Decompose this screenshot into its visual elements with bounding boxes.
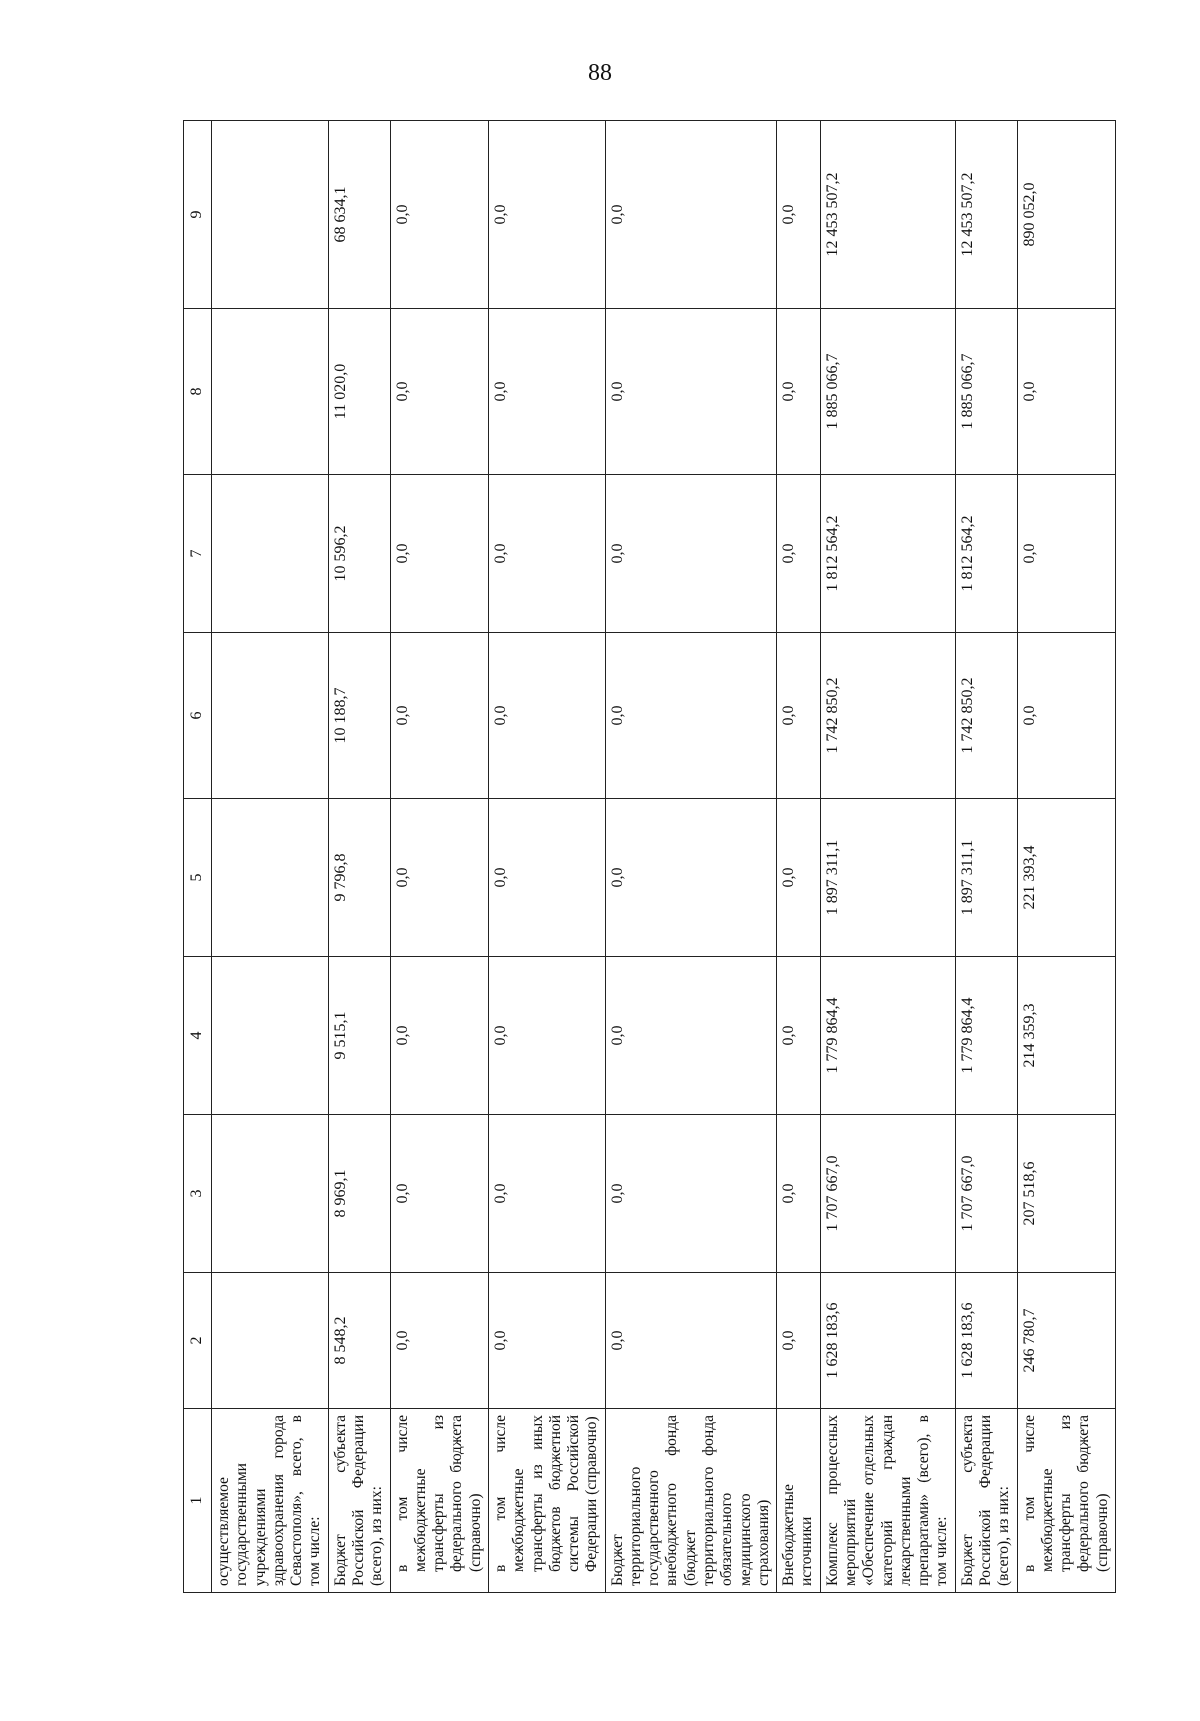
value-cell: 1 812 564,2 <box>820 475 955 633</box>
value-cell: 0,0 <box>605 957 777 1115</box>
value-cell: 10 188,7 <box>328 633 390 799</box>
table-row <box>328 121 390 1593</box>
value-cell <box>212 475 329 633</box>
value-cell: 246 780,7 <box>1017 1273 1115 1409</box>
value-cell: 0,0 <box>390 121 488 309</box>
value-cell: 207 518,6 <box>1017 1115 1115 1273</box>
value-cell: 0,0 <box>488 799 605 957</box>
value-cell: 0,0 <box>777 633 821 799</box>
value-cell: 1 897 311,1 <box>955 799 1017 957</box>
page-number: 88 <box>588 60 612 86</box>
row-label: Бюджет субъекта Российской Федерации (всего), из них: <box>955 1409 1017 1593</box>
value-cell: 1 779 864,4 <box>820 957 955 1115</box>
value-cell: 1 897 311,1 <box>820 799 955 957</box>
header-cell: 6 <box>184 633 212 799</box>
value-cell: 0,0 <box>777 1273 821 1409</box>
value-cell: 0,0 <box>390 309 488 475</box>
budget-table-sheet <box>183 121 1111 1593</box>
value-cell: 0,0 <box>777 475 821 633</box>
value-cell: 0,0 <box>605 799 777 957</box>
value-cell: 0,0 <box>488 1115 605 1273</box>
header-cell: 5 <box>184 799 212 957</box>
value-cell: 1 628 183,6 <box>955 1273 1017 1409</box>
value-cell: 1 812 564,2 <box>955 475 1017 633</box>
value-cell: 0,0 <box>1017 475 1115 633</box>
value-cell: 0,0 <box>488 475 605 633</box>
value-cell: 0,0 <box>777 799 821 957</box>
value-cell: 0,0 <box>605 475 777 633</box>
row-label: осуществляемое государственными учреждениями здравоохранения города Севастополя», всего, в том числе: <box>212 1409 329 1593</box>
header-cell: 1 <box>184 1409 212 1593</box>
row-label: Бюджет субъекта Российской Федерации (всего), из них: <box>328 1409 390 1593</box>
value-cell: 0,0 <box>488 633 605 799</box>
value-cell <box>212 799 329 957</box>
value-cell: 0,0 <box>777 957 821 1115</box>
value-cell: 0,0 <box>777 1115 821 1273</box>
value-cell: 12 453 507,2 <box>820 121 955 309</box>
header-cell: 2 <box>184 1273 212 1409</box>
value-cell: 1 628 183,6 <box>820 1273 955 1409</box>
value-cell: 214 359,3 <box>1017 957 1115 1115</box>
value-cell: 0,0 <box>605 121 777 309</box>
value-cell <box>212 121 329 309</box>
row-label: в том числе межбюджетные трансферты из федерального бюджета (справочно) <box>1017 1409 1115 1593</box>
value-cell: 0,0 <box>488 309 605 475</box>
table-row <box>605 121 777 1593</box>
value-cell: 0,0 <box>390 475 488 633</box>
value-cell: 0,0 <box>390 957 488 1115</box>
value-cell: 890 052,0 <box>1017 121 1115 309</box>
value-cell <box>212 1273 329 1409</box>
table-row <box>488 121 605 1593</box>
header-cell: 9 <box>184 121 212 309</box>
value-cell: 9 515,1 <box>328 957 390 1115</box>
value-cell: 1 885 066,7 <box>820 309 955 475</box>
value-cell: 0,0 <box>390 799 488 957</box>
header-cell: 4 <box>184 957 212 1115</box>
value-cell: 1 707 667,0 <box>955 1115 1017 1273</box>
value-cell: 0,0 <box>605 1115 777 1273</box>
table-row <box>390 121 488 1593</box>
value-cell: 221 393,4 <box>1017 799 1115 957</box>
value-cell: 0,0 <box>488 121 605 309</box>
header-cell: 7 <box>184 475 212 633</box>
table-row <box>955 121 1017 1593</box>
row-label: Комплекс процессных мероприятий «Обеспечение отдельных категорий граждан лекарственными препаратами» (всего), в том числе: <box>820 1409 955 1593</box>
value-cell: 0,0 <box>1017 633 1115 799</box>
value-cell: 0,0 <box>605 309 777 475</box>
value-cell <box>212 309 329 475</box>
value-cell <box>212 1115 329 1273</box>
table-row <box>777 121 821 1593</box>
header-cell: 3 <box>184 1115 212 1273</box>
header-cell: 8 <box>184 309 212 475</box>
value-cell <box>212 957 329 1115</box>
value-cell <box>212 633 329 799</box>
value-cell: 11 020,0 <box>328 309 390 475</box>
value-cell: 0,0 <box>390 633 488 799</box>
value-cell: 0,0 <box>488 957 605 1115</box>
row-label: в том числе межбюджетные трансферты из федерального бюджета (справочно) <box>390 1409 488 1593</box>
value-cell: 1 707 667,0 <box>820 1115 955 1273</box>
value-cell: 68 634,1 <box>328 121 390 309</box>
value-cell: 0,0 <box>605 1273 777 1409</box>
value-cell: 1 742 850,2 <box>820 633 955 799</box>
value-cell: 0,0 <box>390 1273 488 1409</box>
value-cell: 1 779 864,4 <box>955 957 1017 1115</box>
value-cell: 12 453 507,2 <box>955 121 1017 309</box>
table-row <box>820 121 955 1593</box>
value-cell: 0,0 <box>605 633 777 799</box>
budget-table <box>183 120 1116 1593</box>
value-cell: 0,0 <box>488 1273 605 1409</box>
row-label: Бюджет территориального государственного внебюджетного фонда (бюджет территориального фонда обязательного медицинского страхования) <box>605 1409 777 1593</box>
row-label: в том числе межбюджетные трансферты из иных бюджетов бюджетной системы Российской Федерации (справочно) <box>488 1409 605 1593</box>
value-cell: 0,0 <box>777 309 821 475</box>
value-cell: 9 796,8 <box>328 799 390 957</box>
value-cell: 8 548,2 <box>328 1273 390 1409</box>
value-cell: 1 742 850,2 <box>955 633 1017 799</box>
table-row <box>1017 121 1115 1593</box>
value-cell: 8 969,1 <box>328 1115 390 1273</box>
header-row <box>184 121 212 1593</box>
value-cell: 0,0 <box>1017 309 1115 475</box>
value-cell: 10 596,2 <box>328 475 390 633</box>
table-row <box>212 121 329 1593</box>
row-label: Внебюджетные источники <box>777 1409 821 1593</box>
value-cell: 0,0 <box>777 121 821 309</box>
value-cell: 0,0 <box>390 1115 488 1273</box>
value-cell: 1 885 066,7 <box>955 309 1017 475</box>
